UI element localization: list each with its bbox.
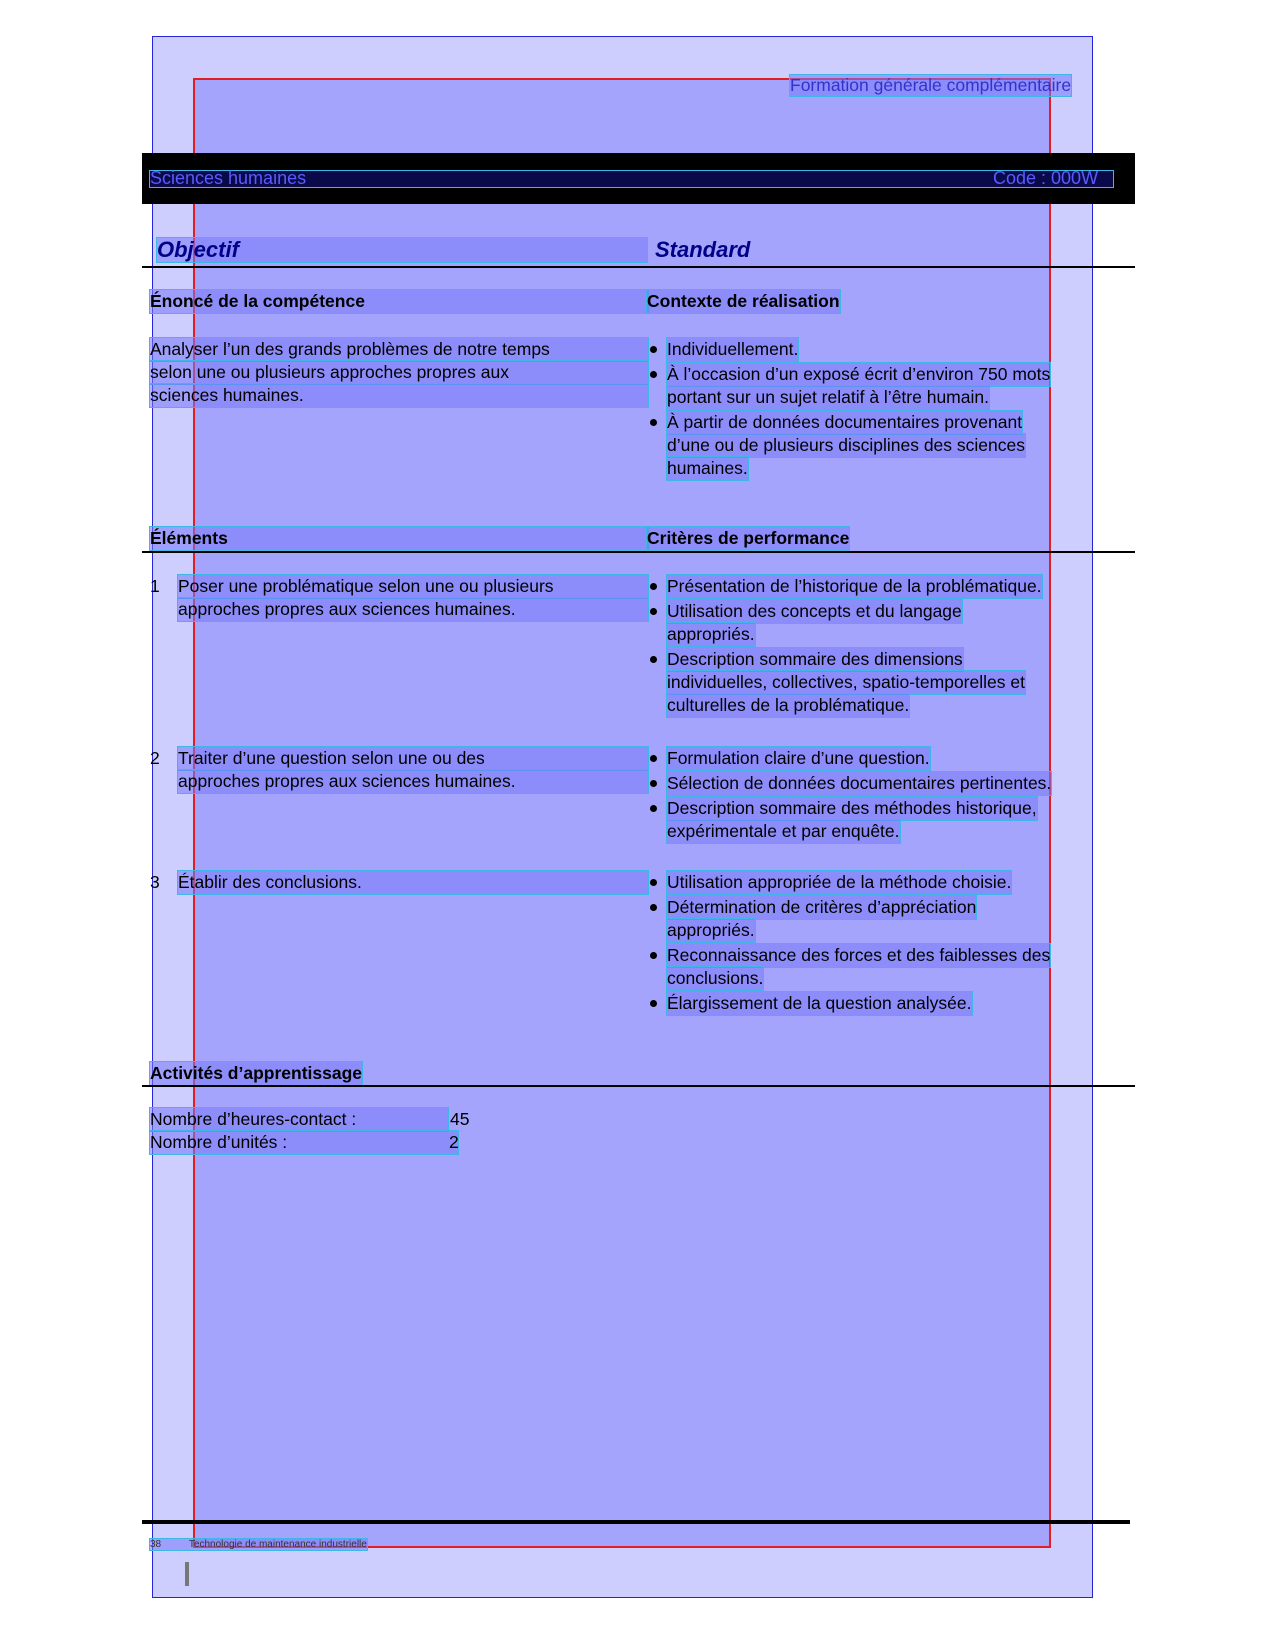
criterion-line: À l’occasion d’un exposé écrit d’environ 750 mots [667, 364, 1051, 384]
criterion-line: Présentation de l’historique de la problématique. [667, 576, 1042, 596]
program-label: Formation générale complémentaire [790, 75, 1072, 95]
hours-label: Nombre d’heures-contact : [150, 1108, 448, 1131]
bullet-icon [650, 583, 657, 590]
element-number: 1 [150, 576, 160, 596]
objectif-line: sciences humaines. [150, 384, 648, 407]
element-number: 3 [150, 872, 160, 892]
section-rule [142, 1085, 1135, 1087]
course-title: Sciences humaines [150, 168, 307, 188]
element-number: 2 [150, 748, 160, 768]
criterion-line: Détermination de critères d’appréciation [667, 897, 977, 917]
bullet-icon [650, 879, 657, 886]
units-label: Nombre d’unités : [150, 1131, 458, 1154]
activites-heading: Activités d’apprentissage [150, 1063, 363, 1083]
objectif-heading: Objectif [157, 238, 647, 262]
units-value: 2 [449, 1132, 459, 1152]
element-line: Établir des conclusions. [178, 871, 648, 894]
criterion-line: Reconnaissance des forces et des faiblesses des [667, 945, 1051, 965]
enonce-heading: Énoncé de la compétence [150, 290, 648, 313]
element-line: Traiter d’une question selon une ou des [178, 747, 648, 770]
element-line: approches propres aux sciences humaines. [178, 598, 648, 621]
criterion-line: expérimentale et par enquête. [667, 821, 900, 841]
criterion-line: Utilisation appropriée de la méthode choisie. [667, 872, 1012, 892]
criterion-line: Description sommaire des dimensions [667, 649, 963, 669]
criterion-line: Sélection de données documentaires pertinentes. [667, 773, 1052, 793]
criterion-line: culturelles de la problématique. [667, 695, 910, 715]
criterion-line: Élargissement de la question analysée. [667, 993, 972, 1013]
criterion-line: Utilisation des concepts et du langage [667, 601, 962, 621]
objectif-line: Analyser l’un des grands problèmes de notre temps [150, 338, 648, 361]
bullet-icon [650, 371, 657, 378]
bullet-icon [650, 1000, 657, 1007]
criterion-line: appropriés. [667, 624, 755, 644]
elements-heading: Éléments [150, 527, 648, 550]
criterion-line: Description sommaire des méthodes historique, [667, 798, 1037, 818]
hours-value: 45 [450, 1109, 470, 1129]
contexte-heading: Contexte de réalisation [647, 291, 840, 311]
course-code: Code : 000W [993, 168, 1099, 188]
footer-mark [185, 1562, 189, 1586]
bullet-icon [650, 346, 657, 353]
bullet-icon [650, 780, 657, 787]
footer-program: Technologie de maintenance industrielle [188, 1539, 367, 1550]
bullet-icon [650, 419, 657, 426]
footer-page-number: 38 [150, 1539, 162, 1550]
footer-text [150, 1539, 367, 1550]
criterion-line: Individuellement. [667, 339, 799, 359]
criteres-heading: Critères de performance [647, 528, 850, 548]
bullet-icon [650, 904, 657, 911]
section-rule [142, 266, 1135, 268]
criterion-line: Formulation claire d’une question. [667, 748, 930, 768]
bullet-icon [650, 608, 657, 615]
element-line: Poser une problématique selon une ou plusieurs [178, 575, 648, 598]
criterion-line: humaines. [667, 458, 748, 478]
section-rule [142, 551, 1135, 553]
criterion-line: individuelles, collectives, spatio-temporelles et [667, 672, 1025, 692]
standard-heading: Standard [655, 237, 751, 262]
criterion-line: À partir de données documentaires provenant [667, 412, 1023, 432]
bullet-icon [650, 805, 657, 812]
criterion-line: conclusions. [667, 968, 764, 988]
bullet-icon [650, 755, 657, 762]
footer-rule [142, 1520, 1130, 1524]
criterion-line: d’une ou de plusieurs disciplines des sciences [667, 435, 1025, 455]
bullet-icon [650, 656, 657, 663]
criterion-line: appropriés. [667, 920, 755, 940]
objectif-line: selon une ou plusieurs approches propres aux [150, 361, 648, 384]
element-line: approches propres aux sciences humaines. [178, 770, 648, 793]
criterion-line: portant sur un sujet relatif à l’être humain. [667, 387, 989, 407]
bullet-icon [650, 952, 657, 959]
